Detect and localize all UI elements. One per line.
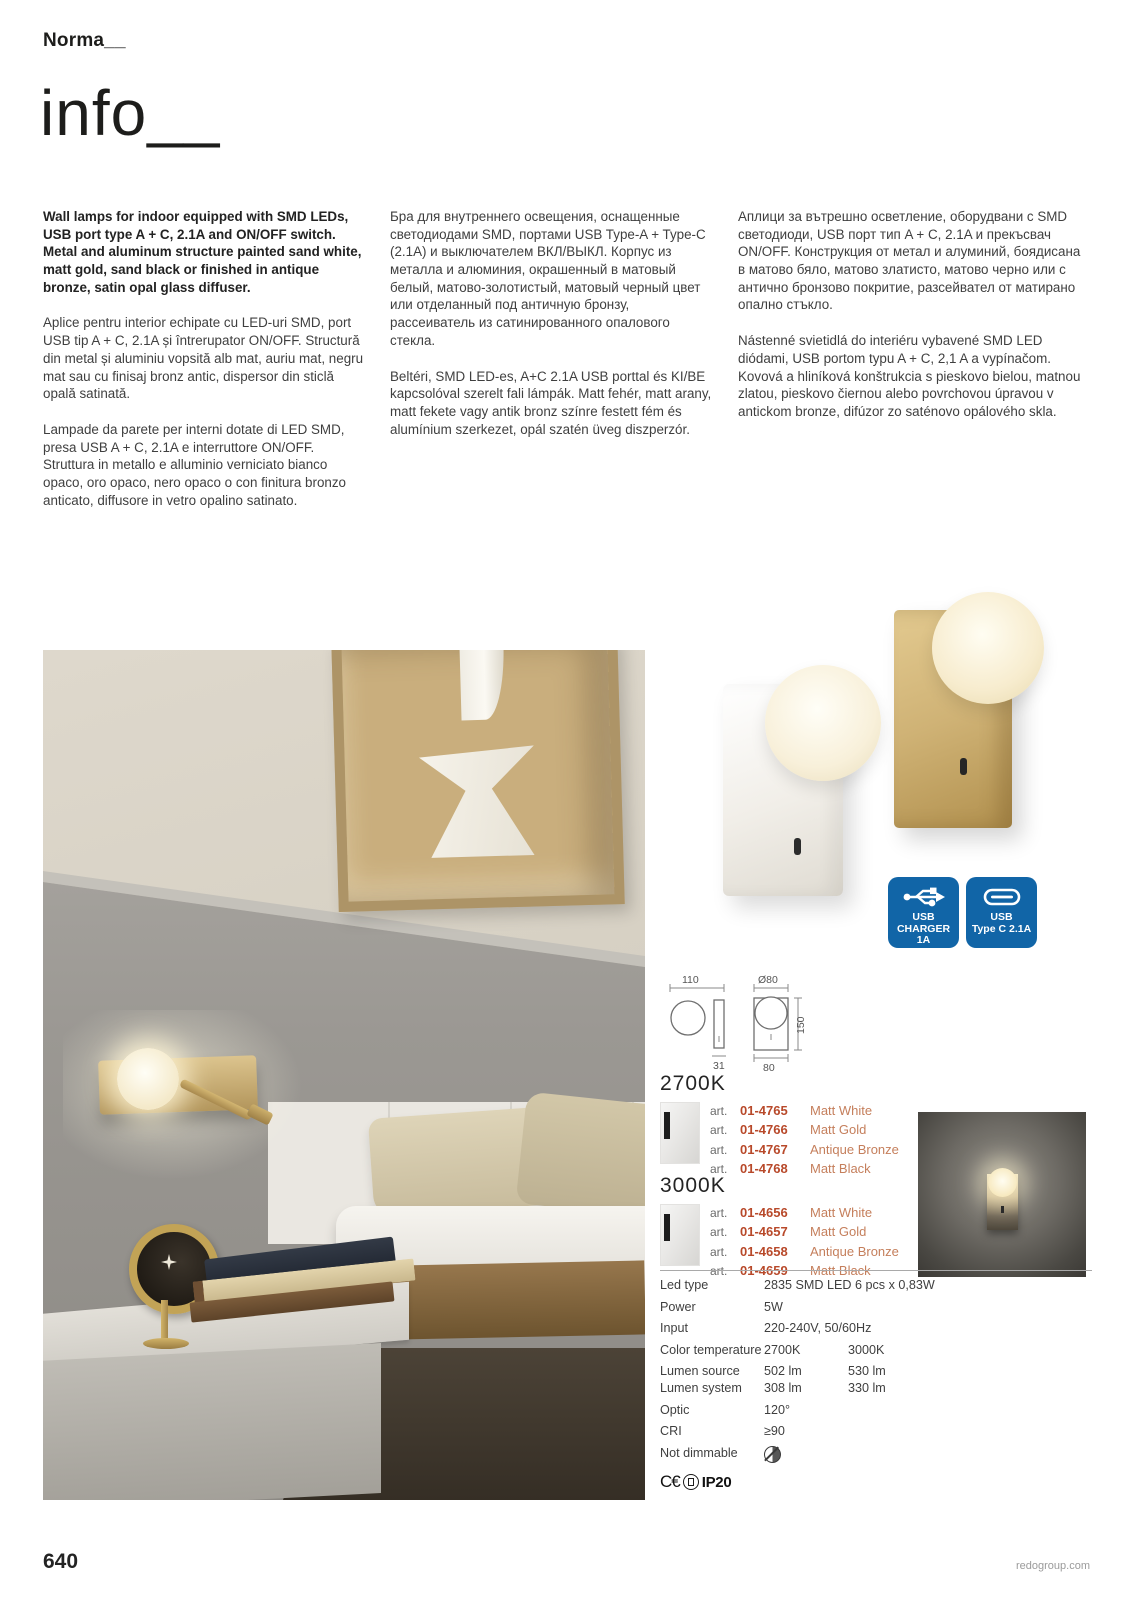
spec-row: Lumen system 308 lm 330 lm xyxy=(660,1381,886,1395)
ambience-thumbnail xyxy=(918,1112,1086,1277)
article-row xyxy=(710,1142,899,1161)
spec-row: CRI ≥90 xyxy=(660,1424,785,1438)
finish-name: Matt Black xyxy=(810,1160,871,1176)
article-code: 01-4659 xyxy=(740,1262,788,1278)
thumbnail-lamp-switch xyxy=(1001,1206,1004,1213)
finish-name: Antique Bronze xyxy=(810,1243,899,1259)
finish-name: Matt Black xyxy=(810,1262,871,1278)
usb-type-c-badge-label: USB Type C 2.1A xyxy=(971,911,1032,935)
spec-row: Power 5W xyxy=(660,1299,783,1314)
color-temp-heading: 2700K xyxy=(660,1072,726,1095)
art-label: art. xyxy=(710,1161,728,1176)
art-label: art. xyxy=(710,1123,728,1138)
alarm-clock-base xyxy=(143,1338,189,1349)
website-url: redogroup.com xyxy=(1016,1560,1090,1572)
lamp-thumbnail xyxy=(660,1102,700,1164)
spec-row: Input 220-240V, 50/60Hz xyxy=(660,1321,872,1335)
certifications xyxy=(660,1472,1092,1492)
spec-row: Led type 2835 SMD LED 6 pcs x 0,83W xyxy=(660,1278,935,1292)
pillow xyxy=(516,1092,645,1217)
article-row xyxy=(710,1122,899,1141)
side-view-sphere xyxy=(671,1001,705,1035)
color-temp-heading: 3000K xyxy=(660,1174,726,1197)
double-insulation-icon xyxy=(683,1474,699,1490)
nightstand-front xyxy=(43,1343,381,1500)
finish-name: Matt Gold xyxy=(810,1224,867,1240)
article-code: 01-4658 xyxy=(740,1243,788,1259)
description-bg: Аплици за вътрешно осветление, оборудвани с SMD светодиоди, USB порт тип A + C, 2.1A и прекъсвач ON/OFF. Конструкция от метал и алуминий, боядисана в матово бяло, матово златисто, матово черно или с антично бронзово покритие, разсейвател от матирано опално стъкло. xyxy=(738,209,1081,313)
ip-rating: IP20 xyxy=(701,1473,732,1491)
art-label: art. xyxy=(710,1142,728,1157)
wall-lamp-sphere xyxy=(117,1048,179,1110)
room-photo xyxy=(43,650,645,1500)
article-code: 01-4767 xyxy=(740,1141,788,1157)
spec-row-not-dimmable: Not dimmable xyxy=(660,1446,1092,1468)
description-en: Wall lamps for indoor equipped with SMD LEDs, USB port type A + C, 2.1A and ON/OFF switch. Metal and aluminum structure painted sand white, matt gold, sand black or finished in antique bronze, satin opal glass diffuser. xyxy=(43,209,362,295)
article-row xyxy=(710,1205,899,1224)
usb-type-c-icon xyxy=(980,885,1024,909)
lamp-thumbnail xyxy=(660,1204,700,1266)
usb-charger-badge-label: USB CHARGER 1A xyxy=(896,911,951,947)
description-hu: Beltéri, SMD LED-es, A+C 2.1A USB porttal és KI/BE kapcsolóval szerelt fali lámpák. Matt fehér, matt arany, matt fekete vagy antik bronz színre festett fém és alumínium szerkezet, opál szatén üveg diszperzór. xyxy=(390,368,712,437)
dim-width-label: 110 xyxy=(682,974,699,986)
art-label: art. xyxy=(710,1206,728,1220)
dim-diameter-label: Ø80 xyxy=(758,974,778,986)
finish-name: Matt White xyxy=(810,1205,873,1220)
description-column-3 xyxy=(738,208,1090,439)
variant-group-3000k xyxy=(660,1174,940,1282)
usb-charger-badge xyxy=(888,877,959,948)
spec-row: Color temperature 2700K 3000K xyxy=(660,1342,885,1357)
lamp-switch xyxy=(960,758,967,775)
lamp-diffuser-sphere xyxy=(765,665,881,781)
article-row xyxy=(710,1244,899,1263)
alarm-clock-stem xyxy=(161,1300,168,1342)
art-label: art. xyxy=(710,1104,728,1118)
ce-mark: C€ xyxy=(660,1472,680,1491)
thumbnail-lamp-sphere xyxy=(988,1168,1017,1197)
usb-type-a-icon xyxy=(902,885,946,909)
finish-name: Matt White xyxy=(810,1103,873,1118)
description-column-2 xyxy=(390,208,717,456)
article-row xyxy=(710,1103,899,1122)
product-name: Norma__ xyxy=(43,30,126,51)
description-column-1 xyxy=(43,208,369,527)
article-code: 01-4657 xyxy=(740,1224,788,1240)
finish-name: Antique Bronze xyxy=(810,1141,899,1157)
product-render-matt-white xyxy=(708,672,858,900)
mirror xyxy=(331,650,624,912)
usb-type-c-badge xyxy=(966,877,1037,948)
article-code: 01-4768 xyxy=(740,1160,788,1176)
finish-name: Matt Gold xyxy=(810,1122,867,1138)
dimensions-diagram xyxy=(656,972,836,1074)
dim-base-width-label: 80 xyxy=(763,1062,775,1074)
lamp-diffuser-sphere xyxy=(932,592,1044,704)
spec-row: Lumen source 502 lm 530 lm xyxy=(660,1364,886,1378)
vase-top xyxy=(459,650,505,720)
art-label: art. xyxy=(710,1225,728,1240)
variant-group-2700k xyxy=(660,1072,940,1180)
description-ro: Aplice pentru interior echipate cu LED-uri SMD, port USB tip A + C, 2.1A și întrerupator ON/OFF. Structură din metal și aluminiu vopsită alb mat, auriu mat, negru mat sau cu finisaj bronz antic, dispersor din sticlă opală satinată. xyxy=(43,315,364,402)
art-label: art. xyxy=(710,1263,728,1278)
product-render-matt-gold xyxy=(888,598,1024,838)
article-code: 01-4765 xyxy=(740,1103,788,1118)
description-it: Lampade da parete per interni dotate di LED SMD, presa USB A + C, 2.1A e interruttore ON/OFF. Struttura in metallo e alluminio verniciato bianco opaco, oro opaco, nero opaco o con finitura bronzo anticato, diffusore in vetro opalino satinato. xyxy=(43,421,346,508)
vase xyxy=(415,706,539,859)
dim-depth-label: 31 xyxy=(713,1060,725,1072)
article-code: 01-4766 xyxy=(740,1122,788,1138)
article-code: 01-4656 xyxy=(740,1205,788,1220)
not-dimmable-icon xyxy=(764,1446,781,1463)
article-row xyxy=(710,1224,899,1243)
dim-height-label: 150 xyxy=(795,1016,807,1034)
description-ru: Бра для внутреннего освещения, оснащенные светодиодами SMD, портами USB Type-A + Type-C (2.1A) и выключателем ВКЛ/ВЫКЛ. Корпус из металла и алюминия, окрашенный в матовый белый, матово-золотистый, матовый черный цвет или отделанный под античную бронзу, рассеиватель из сатинированного опалового стекла. xyxy=(390,209,706,348)
page-title: info__ xyxy=(40,77,221,149)
front-view-sphere xyxy=(755,997,787,1029)
art-label: art. xyxy=(710,1244,728,1259)
lamp-switch xyxy=(794,838,801,855)
spec-table xyxy=(660,1270,1092,1492)
page-number: 640 xyxy=(43,1550,79,1573)
description-sk: Nástenné svietidlá do interiéru vybavené SMD LED diódami, USB portom typu A + C, 2,1 A a vypínačom. Kovová a hliníková konštrukcia s pieskovo bielou, matnou zlatou, pieskovo čiernou alebo povrchovou úpravou v antickom bronze, difúzor zo saténovo opálového skla. xyxy=(738,333,1081,419)
spec-row: Optic 120° xyxy=(660,1402,791,1417)
